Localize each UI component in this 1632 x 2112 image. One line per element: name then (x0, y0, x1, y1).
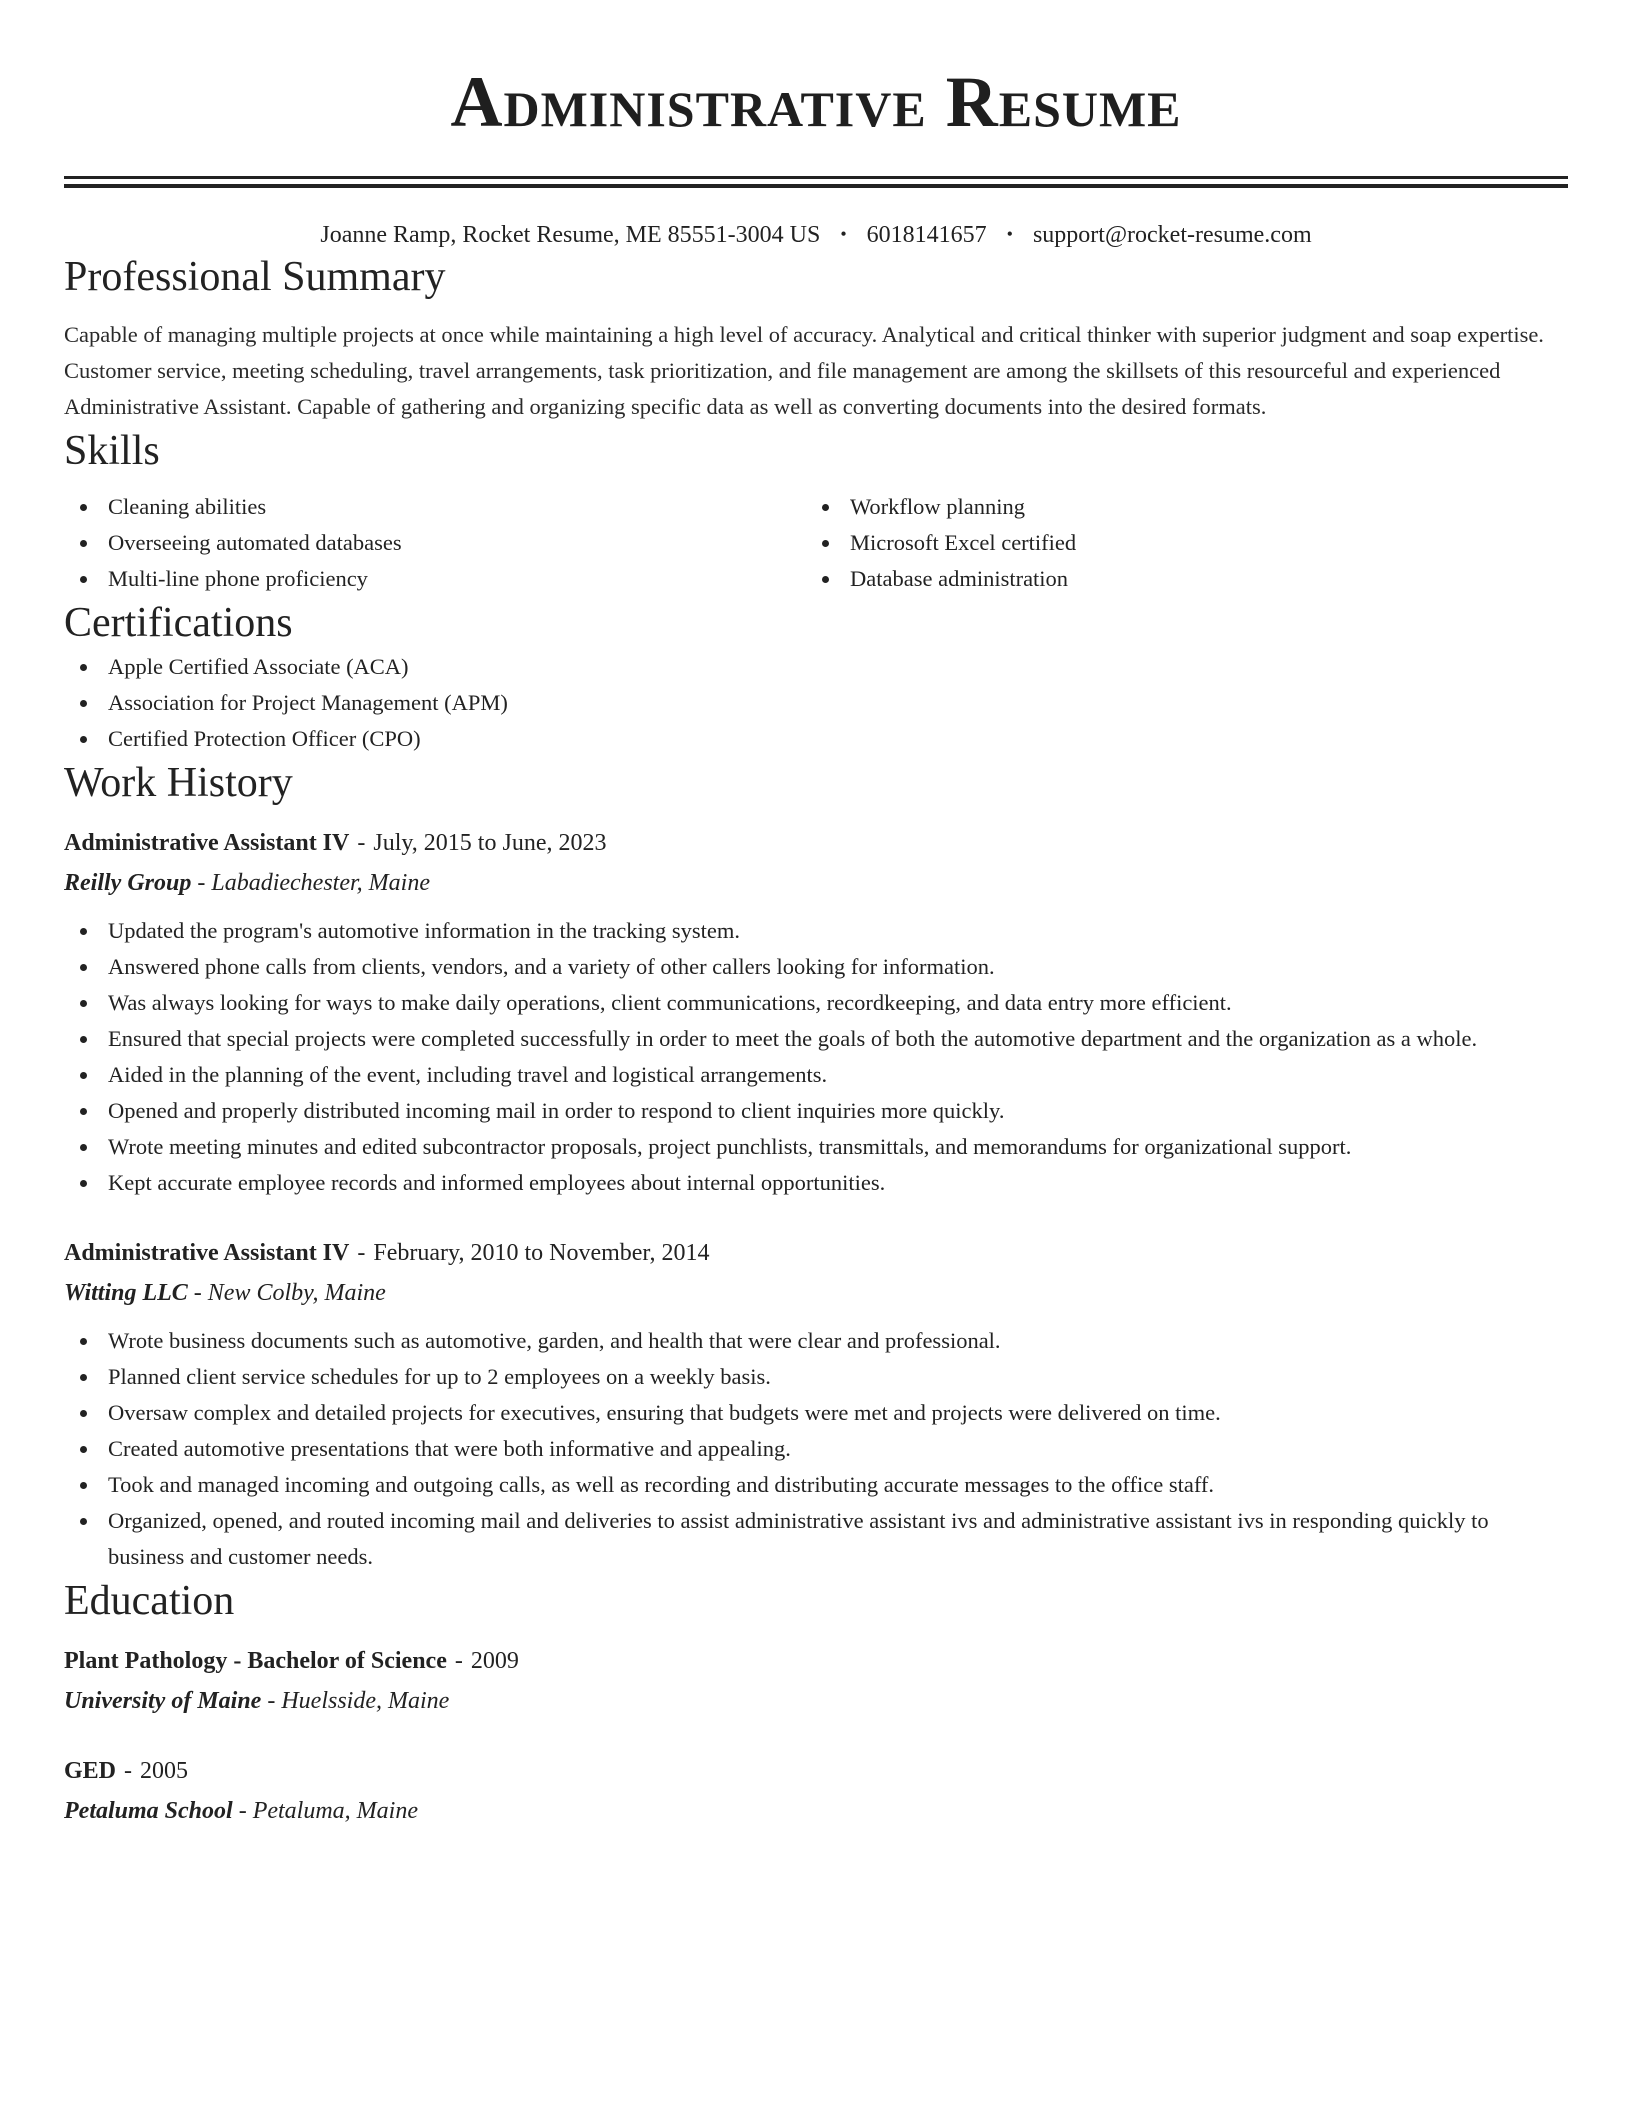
education-entry (64, 1751, 1568, 1831)
bullet-separator: • (1006, 224, 1013, 244)
list-item: Planned client service schedules for up to 2 employees on a weekly basis. (108, 1359, 1568, 1395)
certifications-heading: Certifications (64, 600, 293, 646)
work-history-heading: Work History (64, 760, 293, 806)
job-duties-list (64, 1323, 1568, 1575)
dash-separator: - (454, 1648, 463, 1674)
job-entry (64, 823, 1568, 1201)
contact-phone: 6018141657 (866, 222, 987, 248)
list-item: Association for Project Management (APM) (108, 685, 1568, 721)
job-employer-line (64, 1273, 1568, 1313)
school-location: Petaluma, Maine (252, 1798, 418, 1824)
list-item: Updated the program's automotive information in the tracking system. (108, 913, 1568, 949)
education-heading: Education (64, 1578, 235, 1624)
summary-text: Capable of managing multiple projects at once while maintaining a high level of accuracy. Analytical and critical thinker with superior judgment and soap expertise. Customer service, meeting scheduling, travel arrangements, task prioritization, and file management are among the skillsets of this resourceful and experienced Administrative Assistant. Capable of gathering and organizing specific data as well as converting documents into the desired formats. (64, 322, 1544, 419)
degree-year: 2009 (470, 1648, 519, 1674)
list-item: Wrote meeting minutes and edited subcontractor proposals, project punchlists, transmittals, and memorandums for organizational support. (108, 1129, 1568, 1165)
school-location: Huelsside, Maine (281, 1688, 450, 1714)
list-item: Multi-line phone proficiency (108, 561, 806, 597)
job-company: Reilly Group (64, 870, 192, 896)
job-title: Administrative Assistant IV (64, 1240, 350, 1266)
dash-separator: - (124, 1758, 133, 1784)
list-item: Was always looking for ways to make daily operations, client communications, recordkeeping, and data entry more efficient. (108, 985, 1568, 1021)
bullet-separator: • (840, 224, 847, 244)
list-item: Answered phone calls from clients, vendors, and a variety of other callers looking for information. (108, 949, 1568, 985)
job-location: Labadiechester, Maine (211, 870, 430, 896)
list-item: Aided in the planning of the event, including travel and logistical arrangements. (108, 1057, 1568, 1093)
contact-line (64, 218, 1568, 251)
degree-line (64, 1641, 1568, 1681)
list-item: Organized, opened, and routed incoming mail and deliveries to assist administrative assistant ivs and administrative assistant ivs in responding quickly to business and customer needs. (108, 1503, 1568, 1575)
skills-list-right (806, 489, 1548, 597)
education-entry (64, 1641, 1568, 1721)
skills-column-right (806, 489, 1548, 597)
list-item: Cleaning abilities (108, 489, 806, 525)
job-location: New Colby, Maine (207, 1280, 386, 1306)
list-item: Overseeing automated databases (108, 525, 806, 561)
list-item: Workflow planning (850, 489, 1548, 525)
contact-email: support@rocket-resume.com (1032, 222, 1312, 248)
school-line (64, 1681, 1568, 1721)
school-line (64, 1791, 1568, 1831)
list-item: Certified Protection Officer (CPO) (108, 721, 1568, 757)
list-item: Kept accurate employee records and informed employees about internal opportunities. (108, 1165, 1568, 1201)
job-dates: February, 2010 to November, 2014 (373, 1240, 710, 1266)
job-employer-line (64, 863, 1568, 903)
list-item: Created automotive presentations that were both informative and appealing. (108, 1431, 1568, 1467)
title-double-rule (64, 176, 1568, 188)
list-item: Apple Certified Associate (ACA) (108, 649, 1568, 685)
school-name: Petaluma School (64, 1798, 233, 1824)
skills-heading: Skills (64, 428, 160, 474)
skills-grid (64, 489, 1568, 597)
dash-separator: - (357, 1240, 366, 1266)
list-item: Oversaw complex and detailed projects for executives, ensuring that budgets were met and projects were delivered on time. (108, 1395, 1568, 1431)
job-duties-list (64, 913, 1568, 1201)
skills-column-left (64, 489, 806, 597)
certifications-list (64, 649, 1568, 757)
degree-line (64, 1751, 1568, 1791)
skills-list-left (64, 489, 806, 597)
list-item: Microsoft Excel certified (850, 525, 1548, 561)
summary-heading: Professional Summary (64, 254, 446, 300)
job-title-line (64, 823, 1568, 863)
school-name: University of Maine (64, 1688, 262, 1714)
list-item: Opened and properly distributed incoming mail in order to respond to client inquiries more quickly. (108, 1093, 1568, 1129)
degree-year: 2005 (140, 1758, 189, 1784)
list-item: Took and managed incoming and outgoing calls, as well as recording and distributing accurate messages to the office staff. (108, 1467, 1568, 1503)
list-item: Wrote business documents such as automotive, garden, and health that were clear and professional. (108, 1323, 1568, 1359)
dash-separator: - (267, 1688, 276, 1714)
degree-name: GED (64, 1758, 117, 1784)
degree-name: Plant Pathology - Bachelor of Science (64, 1648, 447, 1674)
contact-address: Joanne Ramp, Rocket Resume, ME 85551-3004 US (320, 222, 821, 248)
dash-separator: - (357, 830, 366, 856)
job-title: Administrative Assistant IV (64, 830, 350, 856)
job-dates: July, 2015 to June, 2023 (373, 830, 607, 856)
list-item: Database administration (850, 561, 1548, 597)
dash-separator: - (197, 870, 206, 896)
job-entry (64, 1233, 1568, 1575)
job-company: Witting LLC (64, 1280, 188, 1306)
resume-title: Administrative Resume (450, 62, 1182, 142)
list-item: Ensured that special projects were completed successfully in order to meet the goals of both the automotive department and the organization as a whole. (108, 1021, 1568, 1057)
dash-separator: - (193, 1280, 202, 1306)
job-title-line (64, 1233, 1568, 1273)
dash-separator: - (238, 1798, 247, 1824)
